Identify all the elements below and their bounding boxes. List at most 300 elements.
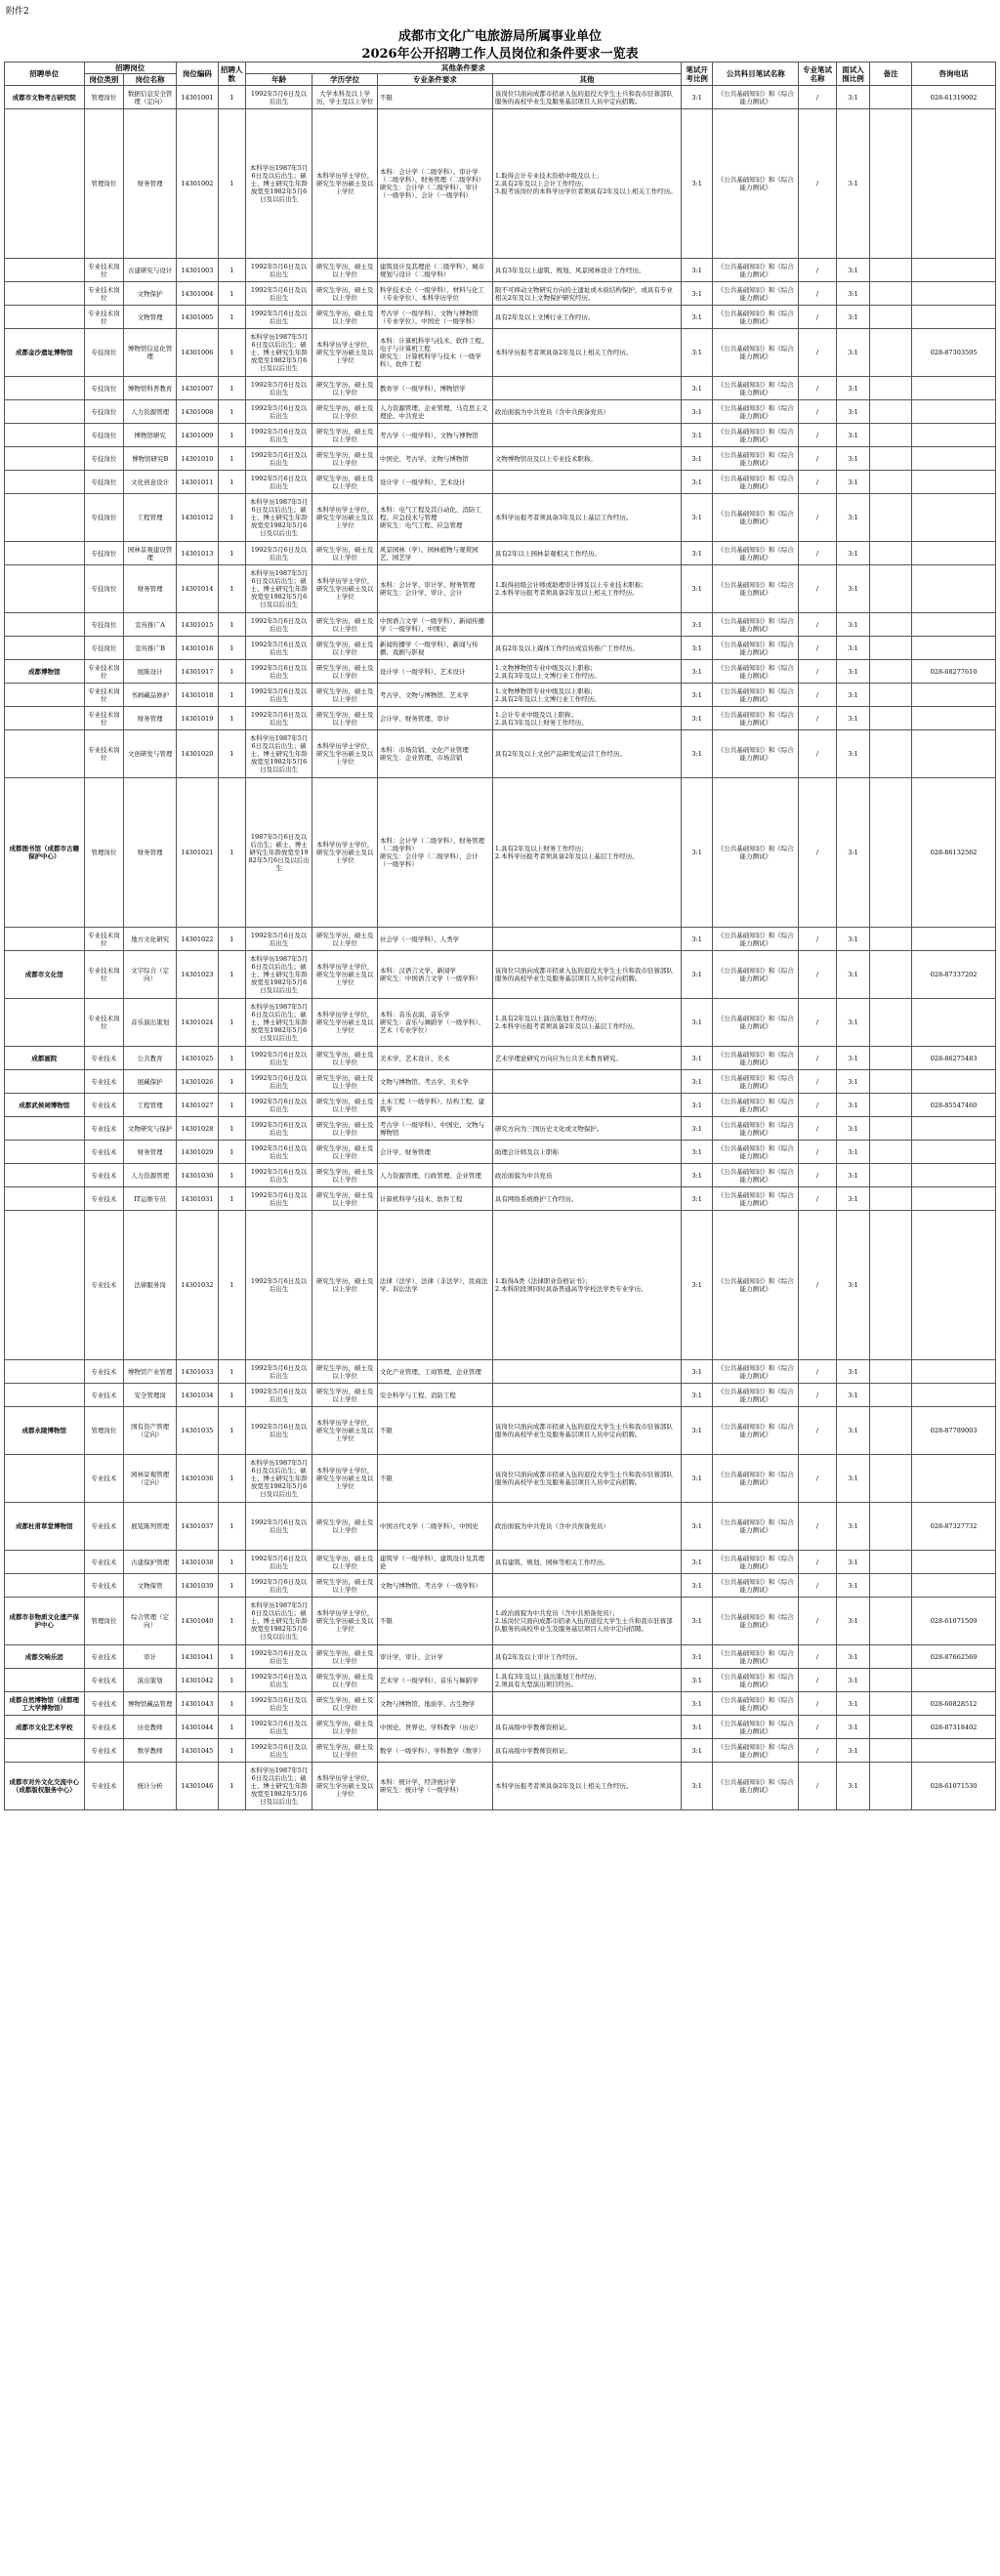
unit-cell: 成都图书馆（成都市古籍保护中心） xyxy=(5,778,85,928)
ratio-cell: 3:1 xyxy=(682,1384,713,1407)
age-cell: 1992年5月6日及以后出生 xyxy=(245,1360,312,1384)
post-name-cell: 统计分析 xyxy=(124,1763,177,1810)
table-row xyxy=(5,471,996,494)
subject-cell: 《公共基础知识》和《综合能力测试》 xyxy=(713,282,799,306)
other-cell: 具有2年以上园林景观相关工作经历。 xyxy=(492,542,681,565)
post-name-cell: 财务管理 xyxy=(124,778,177,928)
major-cell: 土木工程（一级学科）、结构工程、建筑学 xyxy=(377,1094,492,1117)
post-type-cell: 专业技术岗位 xyxy=(84,259,124,282)
ratio-cell: 3:1 xyxy=(682,1164,713,1187)
ratio-cell: 3:1 xyxy=(682,1211,713,1360)
num-cell: 1 xyxy=(218,565,245,613)
note-cell xyxy=(870,1360,912,1384)
age-cell: 1992年5月6日及以后出生 xyxy=(245,1503,312,1551)
table-row xyxy=(5,494,996,542)
note-cell xyxy=(870,1070,912,1094)
age-cell: 1992年5月6日及以后出生 xyxy=(245,1070,312,1094)
phone-cell xyxy=(912,613,996,637)
code-cell: 14301031 xyxy=(176,1187,218,1211)
subject-cell: 《公共基础知识》和《综合能力测试》 xyxy=(713,660,799,684)
num-cell: 1 xyxy=(218,400,245,424)
note-cell xyxy=(870,1645,912,1669)
major-cell: 不限 xyxy=(377,1455,492,1503)
code-cell: 14301029 xyxy=(176,1141,218,1164)
age-cell: 1987年5月6日及以后出生；硕士、博士研究生年龄放宽至1982年5月6日及以后出生 xyxy=(245,778,312,928)
num-cell: 1 xyxy=(218,447,245,471)
interview-cell: 3:1 xyxy=(836,1692,869,1716)
note-cell xyxy=(870,86,912,109)
major-cell: 文物与博物馆、地质学、古生物学 xyxy=(377,1692,492,1716)
major-cell: 不限 xyxy=(377,86,492,109)
code-cell: 14301028 xyxy=(176,1117,218,1141)
code-cell: 14301014 xyxy=(176,565,218,613)
code-cell: 14301010 xyxy=(176,447,218,471)
prof-exam-cell: / xyxy=(799,928,837,951)
unit-cell xyxy=(5,1384,85,1407)
table-row xyxy=(5,1739,996,1763)
prof-exam-cell: / xyxy=(799,1645,837,1669)
subject-cell: 《公共基础知识》和《综合能力测试》 xyxy=(713,637,799,660)
num-cell: 1 xyxy=(218,109,245,259)
prof-exam-cell: / xyxy=(799,1503,837,1551)
note-cell xyxy=(870,306,912,329)
header-code: 岗位编码 xyxy=(176,62,218,86)
interview-cell: 3:1 xyxy=(836,684,869,707)
num-cell: 1 xyxy=(218,1739,245,1763)
phone-cell xyxy=(912,1117,996,1141)
other-cell: 该岗位只面向成都市招录入伍的退役大学生士兵和我市驻蓉部队服务的高校毕业生及服务基层项目人员中定向招聘。 xyxy=(492,1407,681,1455)
prof-exam-cell: / xyxy=(799,1211,837,1360)
ratio-cell: 3:1 xyxy=(682,377,713,400)
ratio-cell: 3:1 xyxy=(682,778,713,928)
subject-cell: 《公共基础知识》和《综合能力测试》 xyxy=(713,494,799,542)
other-cell: 具有2年及以上文创产品研发或运营工作经历。 xyxy=(492,730,681,778)
code-cell: 14301036 xyxy=(176,1455,218,1503)
post-type-cell: 专业技术 xyxy=(84,1094,124,1117)
code-cell: 14301044 xyxy=(176,1716,218,1739)
prof-exam-cell: / xyxy=(799,1141,837,1164)
other-cell: 该岗位只面向成都市招录入伍的退役大学生士兵和我市驻蓉部队服务的高校毕业生及服务基层项目人员中定向招聘。 xyxy=(492,1455,681,1503)
subject-cell: 《公共基础知识》和《综合能力测试》 xyxy=(713,259,799,282)
major-cell: 本科：统计学、经济统计学 研究生：统计学（一级学科） xyxy=(377,1763,492,1810)
age-cell: 1992年5月6日及以后出生 xyxy=(245,1187,312,1211)
unit-cell xyxy=(5,494,85,542)
table-row xyxy=(5,1384,996,1407)
interview-cell: 3:1 xyxy=(836,1551,869,1574)
post-name-cell: 展览陈列管理 xyxy=(124,1503,177,1551)
unit-cell: 成都市对外文化交流中心（成都版权服务中心） xyxy=(5,1763,85,1810)
post-name-cell: 综合管理（定向） xyxy=(124,1598,177,1645)
note-cell xyxy=(870,1187,912,1211)
ratio-cell: 3:1 xyxy=(682,447,713,471)
post-name-cell: 古建研究与设计 xyxy=(124,259,177,282)
unit-cell xyxy=(5,282,85,306)
interview-cell: 3:1 xyxy=(836,951,869,999)
other-cell: 具有2年及以上审计工作经历。 xyxy=(492,1645,681,1669)
post-name-cell: 文字综合（定向） xyxy=(124,951,177,999)
code-cell: 14301042 xyxy=(176,1669,218,1692)
note-cell xyxy=(870,1669,912,1692)
subject-cell: 《公共基础知识》和《综合能力测试》 xyxy=(713,1551,799,1574)
code-cell: 14301005 xyxy=(176,306,218,329)
age-cell: 1992年5月6日及以后出生 xyxy=(245,1574,312,1598)
table-row xyxy=(5,684,996,707)
age-cell: 1992年5月6日及以后出生 xyxy=(245,1645,312,1669)
note-cell xyxy=(870,999,912,1047)
table-row xyxy=(5,1211,996,1360)
ratio-cell: 3:1 xyxy=(682,999,713,1047)
num-cell: 1 xyxy=(218,1598,245,1645)
table-row xyxy=(5,778,996,928)
age-cell: 本科学历1987年5月6日及以后出生；硕士、博士研究生年龄放宽至1982年5月6日及以后出生 xyxy=(245,1455,312,1503)
unit-cell xyxy=(5,1211,85,1360)
post-type-cell: 专业技术 xyxy=(84,1692,124,1716)
post-name-cell: 博物馆藏品管理 xyxy=(124,1692,177,1716)
phone-cell xyxy=(912,1187,996,1211)
age-cell: 1992年5月6日及以后出生 xyxy=(245,424,312,447)
header-interview: 面试入围比例 xyxy=(836,62,869,86)
age-cell: 本科学历1987年5月6日及以后出生；硕士、博士研究生年龄放宽至1982年5月6日及以后出生 xyxy=(245,329,312,377)
post-name-cell: 财务管理 xyxy=(124,565,177,613)
ratio-cell: 3:1 xyxy=(682,951,713,999)
subject-cell: 《公共基础知识》和《综合能力测试》 xyxy=(713,329,799,377)
header-num: 招聘人数 xyxy=(218,62,245,86)
ratio-cell: 3:1 xyxy=(682,1739,713,1763)
note-cell xyxy=(870,109,912,259)
major-cell: 文物与博物馆、考古学、美术学 xyxy=(377,1070,492,1094)
interview-cell: 3:1 xyxy=(836,1645,869,1669)
table-row xyxy=(5,1407,996,1455)
num-cell: 1 xyxy=(218,1047,245,1070)
edu-cell: 研究生学历，硕士及以上学位 xyxy=(312,1574,378,1598)
note-cell xyxy=(870,447,912,471)
subject-cell: 《公共基础知识》和《综合能力测试》 xyxy=(713,109,799,259)
note-cell xyxy=(870,1503,912,1551)
interview-cell: 3:1 xyxy=(836,1455,869,1503)
major-cell: 科学技术史（一级学科）、材料与化工（专业学位）、本科学历学位 xyxy=(377,282,492,306)
age-cell: 1992年5月6日及以后出生 xyxy=(245,1739,312,1763)
code-cell: 14301024 xyxy=(176,999,218,1047)
post-name-cell: 数学教师 xyxy=(124,1739,177,1763)
other-cell: 限不可移动文物研究方向的土遗址或木质结构保护，或具有专业相关2年及以上文物保护研究经历。 xyxy=(492,282,681,306)
code-cell: 14301046 xyxy=(176,1763,218,1810)
other-cell xyxy=(492,928,681,951)
prof-exam-cell: / xyxy=(799,86,837,109)
other-cell: 具有2年及以上媒体工作经历或宣传推广工作经历。 xyxy=(492,637,681,660)
unit-cell: 成都武侯祠博物馆 xyxy=(5,1094,85,1117)
other-cell: 具有3年及以上建筑、规划、风景园林设计工作经历。 xyxy=(492,259,681,282)
post-name-cell: 国有资产管理（定向） xyxy=(124,1407,177,1455)
header-post-type: 岗位类别 xyxy=(84,74,124,86)
note-cell xyxy=(870,1455,912,1503)
note-cell xyxy=(870,1047,912,1070)
age-cell: 本科学历1987年5月6日及以后出生；硕士、博士研究生年龄放宽至1982年5月6日及以后出生 xyxy=(245,109,312,259)
other-cell: 本科学历报考者须具备2年及以上相关工作经历。 xyxy=(492,329,681,377)
subject-cell: 《公共基础知识》和《综合能力测试》 xyxy=(713,1047,799,1070)
subject-cell: 《公共基础知识》和《综合能力测试》 xyxy=(713,447,799,471)
major-cell: 中国语言文学（一级学科）、新闻传播学（一级学科）、中国史 xyxy=(377,613,492,637)
unit-cell: 成都金沙遗址博物馆 xyxy=(5,329,85,377)
major-cell: 考古学（一级学科）、文物与博物馆 xyxy=(377,424,492,447)
num-cell: 1 xyxy=(218,1503,245,1551)
code-cell: 14301025 xyxy=(176,1047,218,1070)
subject-cell: 《公共基础知识》和《综合能力测试》 xyxy=(713,707,799,730)
edu-cell: 研究生学历，硕士及以上学位 xyxy=(312,424,378,447)
other-cell xyxy=(492,1094,681,1117)
num-cell: 1 xyxy=(218,1763,245,1810)
interview-cell: 3:1 xyxy=(836,282,869,306)
ratio-cell: 3:1 xyxy=(682,637,713,660)
post-name-cell: 财务管理 xyxy=(124,1141,177,1164)
edu-cell: 研究生学历，硕士及以上学位 xyxy=(312,1164,378,1187)
table-row xyxy=(5,1117,996,1141)
phone-cell: 028-87337202 xyxy=(912,951,996,999)
post-name-cell: 公共教育 xyxy=(124,1047,177,1070)
subject-cell: 《公共基础知识》和《综合能力测试》 xyxy=(713,1117,799,1141)
other-cell xyxy=(492,1692,681,1716)
post-name-cell: 人力资源管理 xyxy=(124,400,177,424)
other-cell: 具有2年及以上文博行业工作经历。 xyxy=(492,306,681,329)
post-name-cell: 宣传推广A xyxy=(124,613,177,637)
ratio-cell: 3:1 xyxy=(682,400,713,424)
prof-exam-cell: / xyxy=(799,1164,837,1187)
subject-cell: 《公共基础知识》和《综合能力测试》 xyxy=(713,471,799,494)
unit-cell xyxy=(5,1117,85,1141)
ratio-cell: 3:1 xyxy=(682,1117,713,1141)
post-type-cell: 专技岗位 xyxy=(84,329,124,377)
unit-cell xyxy=(5,613,85,637)
phone-cell: 028-87318402 xyxy=(912,1716,996,1739)
code-cell: 14301033 xyxy=(176,1360,218,1384)
code-cell: 14301004 xyxy=(176,282,218,306)
note-cell xyxy=(870,928,912,951)
interview-cell: 3:1 xyxy=(836,424,869,447)
post-type-cell: 管理岗位 xyxy=(84,86,124,109)
table-row xyxy=(5,1503,996,1551)
post-name-cell: 文物管理 xyxy=(124,306,177,329)
phone-cell xyxy=(912,928,996,951)
num-cell: 1 xyxy=(218,542,245,565)
table-row xyxy=(5,660,996,684)
subject-cell: 《公共基础知识》和《综合能力测试》 xyxy=(713,306,799,329)
age-cell: 1992年5月6日及以后出生 xyxy=(245,306,312,329)
note-cell xyxy=(870,1164,912,1187)
ratio-cell: 3:1 xyxy=(682,684,713,707)
other-cell: 政治面貌为中共党员（含中共预备党员） xyxy=(492,400,681,424)
age-cell: 1992年5月6日及以后出生 xyxy=(245,637,312,660)
phone-cell xyxy=(912,1070,996,1094)
age-cell: 1992年5月6日及以后出生 xyxy=(245,447,312,471)
code-cell: 14301016 xyxy=(176,637,218,660)
interview-cell: 3:1 xyxy=(836,86,869,109)
phone-cell: 028-87303595 xyxy=(912,329,996,377)
subject-cell: 《公共基础知识》和《综合能力测试》 xyxy=(713,1070,799,1094)
num-cell: 1 xyxy=(218,1094,245,1117)
phone-cell xyxy=(912,565,996,613)
interview-cell: 3:1 xyxy=(836,1211,869,1360)
subject-cell: 《公共基础知识》和《综合能力测试》 xyxy=(713,542,799,565)
post-name-cell: 文物保管 xyxy=(124,1574,177,1598)
age-cell: 本科学历1987年5月6日及以后出生；硕士、博士研究生年龄放宽至1982年5月6日及以后出生 xyxy=(245,1763,312,1810)
table-row xyxy=(5,1716,996,1739)
unit-cell xyxy=(5,707,85,730)
post-name-cell: 文物保护 xyxy=(124,282,177,306)
unit-cell xyxy=(5,109,85,259)
phone-cell xyxy=(912,1455,996,1503)
other-cell xyxy=(492,1360,681,1384)
note-cell xyxy=(870,778,912,928)
major-cell: 中国古代文学（二级学科）、中国史 xyxy=(377,1503,492,1551)
ratio-cell: 3:1 xyxy=(682,1047,713,1070)
phone-cell xyxy=(912,1141,996,1164)
subject-cell: 《公共基础知识》和《综合能力测试》 xyxy=(713,1669,799,1692)
post-type-cell: 专技岗位 xyxy=(84,494,124,542)
note-cell xyxy=(870,471,912,494)
num-cell: 1 xyxy=(218,306,245,329)
note-cell xyxy=(870,1141,912,1164)
edu-cell: 研究生学历，硕士及以上学位 xyxy=(312,306,378,329)
other-cell: 具有网络系统维护工作经历。 xyxy=(492,1187,681,1211)
age-cell: 1992年5月6日及以后出生 xyxy=(245,86,312,109)
edu-cell: 本科学历学士学位，研究生学历硕士及以上学位 xyxy=(312,109,378,259)
note-cell xyxy=(870,377,912,400)
prof-exam-cell: / xyxy=(799,730,837,778)
header-unit: 招聘单位 xyxy=(5,62,85,86)
post-name-cell: 书画藏品修护 xyxy=(124,684,177,707)
subject-cell: 《公共基础知识》和《综合能力测试》 xyxy=(713,1574,799,1598)
ratio-cell: 3:1 xyxy=(682,1763,713,1810)
post-type-cell: 专业技术 xyxy=(84,1187,124,1211)
num-cell: 1 xyxy=(218,1455,245,1503)
phone-cell xyxy=(912,707,996,730)
phone-cell: 028-85547460 xyxy=(912,1094,996,1117)
post-type-cell: 专业技术 xyxy=(84,1360,124,1384)
num-cell: 1 xyxy=(218,637,245,660)
other-cell xyxy=(492,1384,681,1407)
note-cell xyxy=(870,1574,912,1598)
interview-cell: 3:1 xyxy=(836,565,869,613)
unit-cell xyxy=(5,637,85,660)
unit-cell xyxy=(5,471,85,494)
phone-cell: 028-86275483 xyxy=(912,1047,996,1070)
post-name-cell: 宣传推广B xyxy=(124,637,177,660)
major-cell: 本科：汉语言文学、新闻学 研究生：中国语言文学（一级学科） xyxy=(377,951,492,999)
table-row xyxy=(5,637,996,660)
other-cell: 本科学历报考者须具备3年及以上基层工作经历。 xyxy=(492,494,681,542)
age-cell: 1992年5月6日及以后出生 xyxy=(245,1669,312,1692)
prof-exam-cell: / xyxy=(799,1669,837,1692)
interview-cell: 3:1 xyxy=(836,1598,869,1645)
note-cell xyxy=(870,259,912,282)
interview-cell: 3:1 xyxy=(836,1503,869,1551)
other-cell: 1.具有2年及以上财务工作经历； 2.本科学历报考者须具备2年及以上基层工作经历。 xyxy=(492,778,681,928)
unit-cell: 成都博物馆 xyxy=(5,660,85,684)
table-row xyxy=(5,1141,996,1164)
major-cell: 本科：会计学（二级学科）、财务管理（二级学科） 研究生：会计学（二级学科）、会计（一级学科） xyxy=(377,778,492,928)
major-cell: 新闻传播学（一级学科）、新闻与传播、戏剧与影视 xyxy=(377,637,492,660)
other-cell xyxy=(492,377,681,400)
code-cell: 14301015 xyxy=(176,613,218,637)
note-cell xyxy=(870,1384,912,1407)
prof-exam-cell: / xyxy=(799,1047,837,1070)
note-cell xyxy=(870,494,912,542)
edu-cell: 研究生学历，硕士及以上学位 xyxy=(312,1117,378,1141)
num-cell: 1 xyxy=(218,1384,245,1407)
edu-cell: 研究生学历，硕士及以上学位 xyxy=(312,1692,378,1716)
subject-cell: 《公共基础知识》和《综合能力测试》 xyxy=(713,730,799,778)
other-cell: 1.取得会计专业技术资格中级及以上； 2.具有2年及以上会计工作经历； 3.报考该岗位的本科学历学位者须具有2年及以上相关工作经历。 xyxy=(492,109,681,259)
phone-cell xyxy=(912,471,996,494)
code-cell: 14301002 xyxy=(176,109,218,259)
interview-cell: 3:1 xyxy=(836,1716,869,1739)
prof-exam-cell: / xyxy=(799,329,837,377)
major-cell: 考古学、文物与博物馆、艺术学 xyxy=(377,684,492,707)
interview-cell: 3:1 xyxy=(836,1360,869,1384)
post-type-cell: 专业技术岗位 xyxy=(84,707,124,730)
age-cell: 1992年5月6日及以后出生 xyxy=(245,660,312,684)
num-cell: 1 xyxy=(218,1070,245,1094)
code-cell: 14301020 xyxy=(176,730,218,778)
num-cell: 1 xyxy=(218,329,245,377)
prof-exam-cell: / xyxy=(799,660,837,684)
age-cell: 1992年5月6日及以后出生 xyxy=(245,377,312,400)
header-edu: 学历学位 xyxy=(312,74,378,86)
major-cell: 建筑设计及其理论（二级学科）、城市规划与设计（二级学科） xyxy=(377,259,492,282)
note-cell xyxy=(870,1117,912,1141)
code-cell: 14301021 xyxy=(176,778,218,928)
header-prof-exam: 专业笔试名称 xyxy=(799,62,837,86)
unit-cell xyxy=(5,1455,85,1503)
num-cell: 1 xyxy=(218,259,245,282)
post-type-cell: 专技岗位 xyxy=(84,471,124,494)
major-cell: 安全科学与工程、消防工程 xyxy=(377,1384,492,1407)
table-row xyxy=(5,1598,996,1645)
other-cell: 1.文物博物馆专业中级及以上职称； 2.具有2年及以上文博行业工作经历。 xyxy=(492,684,681,707)
num-cell: 1 xyxy=(218,1669,245,1692)
major-cell: 本科：会计学、审计学、财务管理 研究生：会计学、审计、会计 xyxy=(377,565,492,613)
prof-exam-cell: / xyxy=(799,1739,837,1763)
phone-cell: 028-87662569 xyxy=(912,1645,996,1669)
post-type-cell: 专业技术岗位 xyxy=(84,282,124,306)
table-row xyxy=(5,86,996,109)
num-cell: 1 xyxy=(218,1716,245,1739)
other-cell: 1.具有2年及以上演出策划工作经历； 2.本科学历报考者须具备2年及以上基层工作经历。 xyxy=(492,999,681,1047)
age-cell: 1992年5月6日及以后出生 xyxy=(245,282,312,306)
note-cell xyxy=(870,424,912,447)
post-name-cell: 财务管理 xyxy=(124,109,177,259)
note-cell xyxy=(870,329,912,377)
ratio-cell: 3:1 xyxy=(682,1551,713,1574)
unit-cell xyxy=(5,306,85,329)
prof-exam-cell: / xyxy=(799,1574,837,1598)
major-cell: 不限 xyxy=(377,1407,492,1455)
ratio-cell: 3:1 xyxy=(682,424,713,447)
header-note: 备注 xyxy=(870,62,912,86)
age-cell: 1992年5月6日及以后出生 xyxy=(245,1211,312,1360)
major-cell: 风景园林（学）、园林植物与观赏园艺、园艺学 xyxy=(377,542,492,565)
table-row xyxy=(5,542,996,565)
major-cell: 会计学、财务管理 xyxy=(377,1141,492,1164)
prof-exam-cell: / xyxy=(799,377,837,400)
unit-cell: 成都交响乐团 xyxy=(5,1645,85,1669)
ratio-cell: 3:1 xyxy=(682,660,713,684)
ratio-cell: 3:1 xyxy=(682,329,713,377)
prof-exam-cell: / xyxy=(799,1117,837,1141)
ratio-cell: 3:1 xyxy=(682,109,713,259)
code-cell: 14301008 xyxy=(176,400,218,424)
phone-cell xyxy=(912,424,996,447)
other-cell xyxy=(492,1070,681,1094)
